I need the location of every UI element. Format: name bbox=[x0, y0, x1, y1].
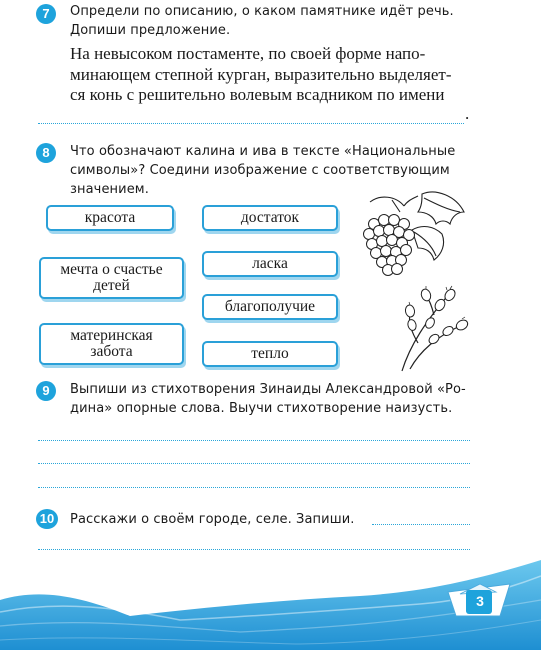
word-card-blagopoluchie[interactable] bbox=[202, 294, 338, 320]
end-period: . bbox=[465, 104, 470, 123]
passage-line: На невысоком постаменте, по своей форме напо- bbox=[70, 44, 426, 63]
task9-question bbox=[70, 380, 475, 418]
task9-question-line: дина» опорные слова. Выучи стихотворение наизусть. bbox=[70, 401, 453, 416]
passage-line: минающем степной курган, выразительно выделяет- bbox=[70, 64, 452, 84]
answer-line[interactable] bbox=[38, 440, 470, 441]
answer-line[interactable] bbox=[38, 549, 470, 550]
word-card-mechta[interactable] bbox=[39, 257, 184, 299]
word-card-dostatok[interactable] bbox=[202, 205, 338, 231]
task-number-9: 9 bbox=[36, 381, 56, 401]
task8-question-line: Что обозначают калина и ива в тексте «Национальные bbox=[70, 144, 456, 159]
task9-question-line: Выпиши из стихотворения Зинаиды Александровой «Ро- bbox=[70, 382, 466, 397]
task-number-7: 7 bbox=[36, 4, 56, 24]
footer-slogan: В родной стороне и ворона мила bbox=[127, 554, 385, 601]
word-label: благополучие bbox=[224, 298, 316, 315]
word-card-krasota[interactable] bbox=[46, 205, 174, 231]
task-number-8: 8 bbox=[36, 143, 56, 163]
task7-passage bbox=[70, 44, 472, 106]
word-label: тепло bbox=[251, 345, 289, 362]
task7-question-line: Определи по описанию, о каком памятнике идёт речь. bbox=[70, 4, 454, 19]
viburnum-berries-icon[interactable] bbox=[352, 190, 472, 290]
word-card-laska[interactable] bbox=[202, 251, 338, 277]
task7-question-line: Допиши предложение. bbox=[70, 23, 231, 38]
answer-line[interactable] bbox=[38, 487, 470, 488]
word-label: материнская забота bbox=[70, 327, 153, 360]
answer-line[interactable] bbox=[38, 123, 464, 124]
task8-question-line: символы»? Соедини изображение с соответствующим bbox=[70, 163, 450, 178]
word-label: достаток bbox=[240, 209, 300, 226]
answer-line[interactable] bbox=[372, 524, 470, 525]
task10-question: Расскажи о своём городе, селе. Запиши. bbox=[70, 512, 355, 527]
task-number-10: 10 bbox=[36, 509, 58, 529]
word-label: мечта о счастье детей bbox=[60, 261, 163, 294]
task8-question-line: значением. bbox=[70, 182, 149, 197]
answer-line[interactable] bbox=[38, 463, 470, 464]
word-card-zabota[interactable] bbox=[39, 323, 184, 365]
word-label: красота bbox=[84, 209, 136, 226]
page-number: 3 bbox=[476, 593, 484, 609]
word-label: ласка bbox=[252, 255, 288, 272]
task7-question bbox=[70, 2, 475, 40]
passage-line: ся конь с решительно волевым всадником по имени bbox=[70, 85, 445, 104]
willow-branch-icon[interactable] bbox=[390, 285, 470, 375]
word-card-teplo[interactable] bbox=[202, 341, 338, 367]
